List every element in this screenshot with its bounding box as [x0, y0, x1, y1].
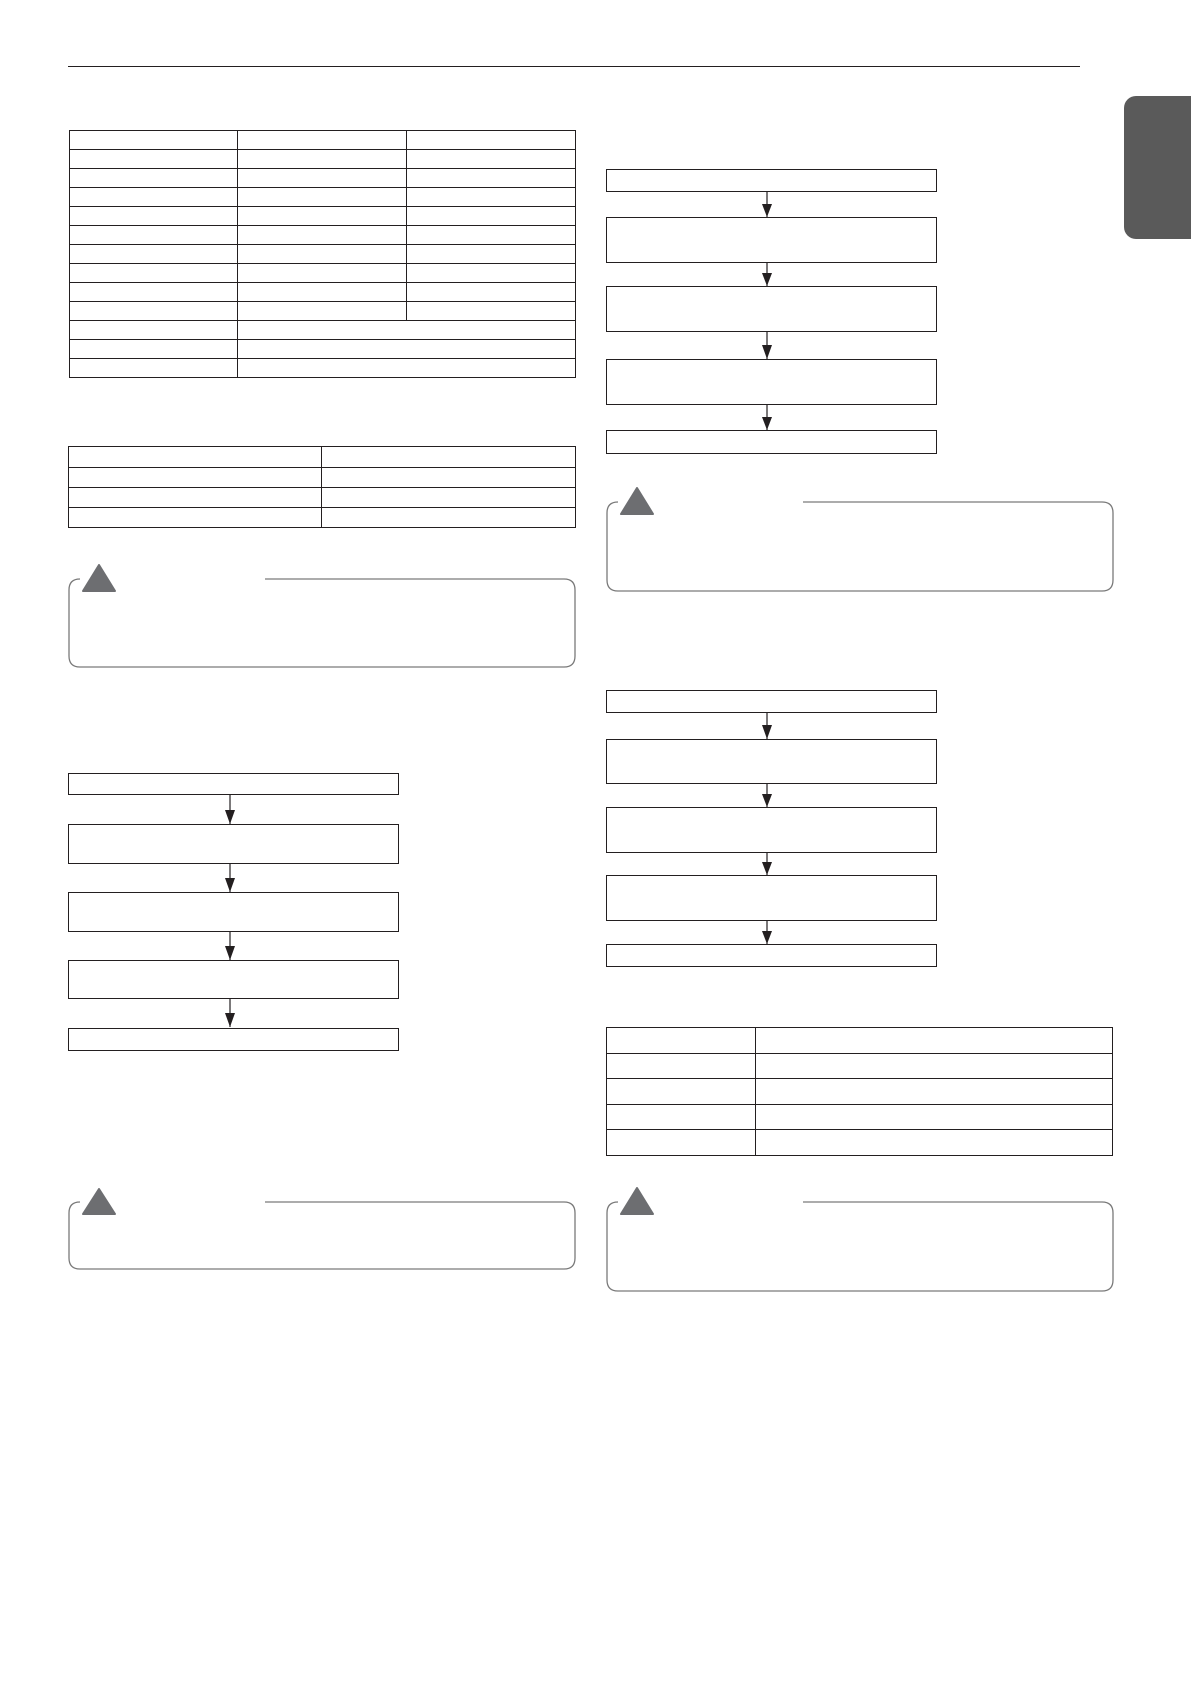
table-cell [607, 1079, 756, 1105]
flow-step [606, 807, 937, 853]
table-cell [238, 321, 576, 340]
caution-frame [68, 563, 576, 668]
caution-box-3 [606, 486, 1114, 592]
table-cell [70, 245, 238, 264]
table-cell [238, 150, 407, 169]
caution-box-1 [68, 563, 576, 668]
flow-step [606, 690, 937, 713]
warning-triangle-icon [621, 488, 653, 514]
warning-triangle-icon [83, 1189, 115, 1214]
spec-table-1 [69, 130, 576, 378]
table-cell [70, 188, 238, 207]
table-cell [756, 1105, 1113, 1130]
table-cell [407, 188, 576, 207]
flow-step [68, 892, 399, 932]
table-cell [69, 488, 322, 508]
table-cell [238, 359, 576, 378]
flow-step [606, 169, 937, 192]
arrow-down-icon [222, 932, 238, 961]
table-cell [238, 188, 407, 207]
table-cell [238, 283, 407, 302]
table-row [70, 302, 576, 321]
arrow-down-icon [222, 999, 238, 1028]
arrow-down-icon [759, 921, 775, 945]
table-cell [70, 169, 238, 188]
arrow-down-icon [222, 864, 238, 893]
table-cell [70, 302, 238, 321]
flow-step [68, 1028, 399, 1051]
table-row [70, 150, 576, 169]
warning-triangle-icon [621, 1188, 653, 1214]
table-cell [70, 150, 238, 169]
table-row [69, 447, 576, 468]
table-row [70, 169, 576, 188]
flow-step [68, 773, 399, 795]
table-cell [70, 359, 238, 378]
table-cell [407, 245, 576, 264]
table-cell [69, 508, 322, 528]
table-cell [238, 264, 407, 283]
flow-step [606, 359, 937, 405]
table-cell [407, 169, 576, 188]
table-row [70, 131, 576, 150]
table-row [70, 226, 576, 245]
table-row [70, 340, 576, 359]
arrow-down-icon [222, 795, 238, 825]
warning-triangle-icon [83, 565, 115, 591]
table-cell [407, 131, 576, 150]
table-row [607, 1105, 1113, 1130]
table-row [70, 207, 576, 226]
table-row [70, 283, 576, 302]
spec-table-2 [68, 446, 576, 528]
arrow-down-icon [759, 263, 775, 287]
table-row [70, 264, 576, 283]
table-cell [238, 302, 407, 321]
table-row [70, 359, 576, 378]
table-cell [322, 447, 576, 468]
flow-step [606, 430, 937, 454]
flow-step [606, 286, 937, 332]
flow-step [606, 944, 937, 967]
table-row [607, 1054, 1113, 1079]
table-row [70, 188, 576, 207]
table-cell [407, 207, 576, 226]
arrow-down-icon [759, 405, 775, 431]
table-cell [322, 468, 576, 488]
arrow-down-icon [759, 853, 775, 876]
table-cell [238, 207, 407, 226]
table-cell [407, 302, 576, 321]
arrow-down-icon [759, 192, 775, 218]
table-cell [607, 1028, 756, 1054]
flow-step [606, 739, 937, 784]
table-row [607, 1130, 1113, 1156]
table-cell [70, 264, 238, 283]
arrow-down-icon [759, 713, 775, 740]
table-cell [407, 150, 576, 169]
table-cell [756, 1079, 1113, 1105]
table-row [70, 245, 576, 264]
table-cell [70, 207, 238, 226]
table-cell [756, 1054, 1113, 1079]
table-cell [607, 1130, 756, 1156]
header-rule [68, 66, 1080, 67]
table-row [607, 1079, 1113, 1105]
caution-frame [606, 1186, 1114, 1292]
table-row [70, 321, 576, 340]
flow-step [68, 824, 399, 864]
table-row [69, 508, 576, 528]
arrow-down-icon [759, 784, 775, 808]
table-cell [407, 226, 576, 245]
flow-step [68, 960, 399, 999]
table-row [69, 468, 576, 488]
table-cell [238, 226, 407, 245]
caution-frame [606, 486, 1114, 592]
caution-box-2 [68, 1187, 576, 1270]
arrow-down-icon [759, 332, 775, 360]
table-cell [70, 226, 238, 245]
table-cell [70, 131, 238, 150]
table-cell [756, 1028, 1113, 1054]
table-cell [70, 340, 238, 359]
caution-box-4 [606, 1186, 1114, 1292]
table-cell [238, 340, 576, 359]
table-cell [238, 169, 407, 188]
table-cell [70, 321, 238, 340]
caution-frame [68, 1187, 576, 1270]
table-cell [69, 468, 322, 488]
flow-step [606, 875, 937, 921]
table-row [607, 1028, 1113, 1054]
table-cell [322, 508, 576, 528]
table-cell [407, 264, 576, 283]
table-cell [607, 1054, 756, 1079]
flow-step [606, 217, 937, 263]
table-cell [70, 283, 238, 302]
table-cell [607, 1105, 756, 1130]
table-cell [322, 488, 576, 508]
table-cell [69, 447, 322, 468]
table-cell [407, 283, 576, 302]
table-cell [238, 245, 407, 264]
table-row [69, 488, 576, 508]
table-cell [756, 1130, 1113, 1156]
language-side-tab [1124, 96, 1191, 239]
spec-table-3 [606, 1027, 1113, 1156]
table-cell [238, 131, 407, 150]
